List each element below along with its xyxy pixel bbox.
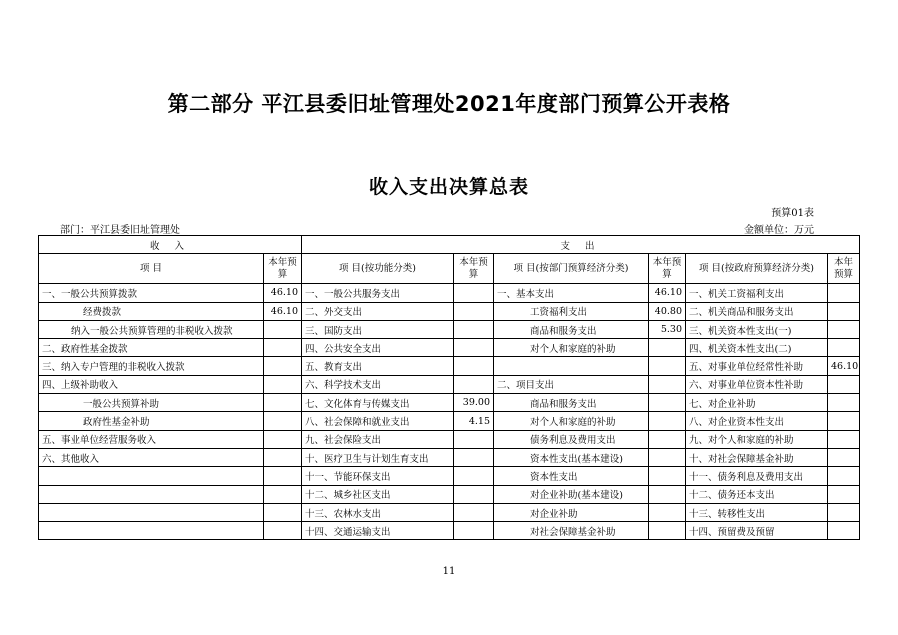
dept-econ-item-cell: 商品和服务支出	[494, 394, 649, 412]
func-item-cell: 七、文化体育与传媒支出	[302, 394, 454, 412]
income-amount-cell	[264, 357, 302, 375]
table-row	[39, 522, 860, 540]
income-item-cell: 一、一般公共预算拨款	[39, 284, 264, 302]
income-item-cell: 六、其他收入	[39, 448, 264, 466]
form-code: 预算01表	[771, 208, 814, 219]
gov-econ-amount-cell	[828, 412, 860, 430]
func-item-header: 项 目(按功能分类)	[302, 254, 454, 284]
income-item-cell: 政府性基金补助	[39, 412, 264, 430]
gov-econ-amount-header: 本年预算	[828, 254, 860, 284]
gov-econ-item-cell: 十一、债务利息及费用支出	[686, 467, 828, 485]
dept-econ-amount-cell: 5.30	[649, 320, 686, 338]
dept-econ-amount-cell	[649, 375, 686, 393]
func-item-cell: 六、科学技术支出	[302, 375, 454, 393]
gov-econ-amount-cell	[828, 302, 860, 320]
gov-econ-item-cell: 十、对社会保障基金补助	[686, 448, 828, 466]
dept-econ-item-cell: 一、基本支出	[494, 284, 649, 302]
dept-econ-amount-cell	[649, 485, 686, 503]
func-item-cell: 十四、交通运输支出	[302, 522, 454, 540]
gov-econ-item-cell: 三、机关资本性支出(一)	[686, 320, 828, 338]
table-row	[39, 339, 860, 357]
gov-econ-amount-cell	[828, 485, 860, 503]
income-amount-cell	[264, 394, 302, 412]
dept-econ-item-cell: 资本性支出(基本建设)	[494, 448, 649, 466]
gov-econ-item-cell: 四、机关资本性支出(二)	[686, 339, 828, 357]
header-row-sections	[39, 236, 860, 254]
dept-econ-item-cell: 对个人和家庭的补助	[494, 339, 649, 357]
dept-econ-amount-cell	[649, 448, 686, 466]
gov-econ-item-cell: 九、对个人和家庭的补助	[686, 430, 828, 448]
gov-econ-item-cell: 八、对企业资本性支出	[686, 412, 828, 430]
income-item-cell: 经费拨款	[39, 302, 264, 320]
dept-econ-amount-cell	[649, 503, 686, 521]
income-amount-cell	[264, 339, 302, 357]
dept-econ-item-cell: 商品和服务支出	[494, 320, 649, 338]
income-item-cell	[39, 522, 264, 540]
table-row	[39, 284, 860, 302]
gov-econ-amount-cell	[828, 284, 860, 302]
gov-econ-item-cell: 六、对事业单位资本性补助	[686, 375, 828, 393]
func-amount-cell	[454, 375, 494, 393]
income-item-cell: 一般公共预算补助	[39, 394, 264, 412]
func-amount-cell	[454, 485, 494, 503]
dept-econ-amount-cell	[649, 357, 686, 375]
unit-label: 金额单位：万元	[744, 225, 814, 236]
func-item-cell: 三、国防支出	[302, 320, 454, 338]
table-row	[39, 394, 860, 412]
dept-econ-item-cell: 资本性支出	[494, 467, 649, 485]
gov-econ-item-header: 项 目(按政府预算经济分类)	[686, 254, 828, 284]
dept-econ-amount-header: 本年预算	[649, 254, 686, 284]
gov-econ-item-cell: 十四、预留费及预留	[686, 522, 828, 540]
gov-econ-amount-cell	[828, 339, 860, 357]
func-amount-cell: 4.15	[454, 412, 494, 430]
dept-econ-amount-cell	[649, 339, 686, 357]
income-item-cell: 五、事业单位经营服务收入	[39, 430, 264, 448]
income-amount-cell	[264, 448, 302, 466]
table-row	[39, 430, 860, 448]
func-amount-cell	[454, 357, 494, 375]
income-amount-cell	[264, 522, 302, 540]
income-item-cell	[39, 467, 264, 485]
func-item-cell: 十一、节能环保支出	[302, 467, 454, 485]
dept-econ-amount-cell: 40.80	[649, 302, 686, 320]
dept-econ-item-cell: 对企业补助	[494, 503, 649, 521]
income-item-header: 项 目	[39, 254, 264, 284]
func-item-cell: 十、医疗卫生与计划生育支出	[302, 448, 454, 466]
income-header: 收 入	[39, 236, 302, 254]
table-row	[39, 375, 860, 393]
gov-econ-item-cell: 七、对企业补助	[686, 394, 828, 412]
gov-econ-item-cell: 十三、转移性支出	[686, 503, 828, 521]
budget-summary-table	[38, 235, 860, 540]
dept-econ-amount-cell	[649, 394, 686, 412]
gov-econ-amount-cell	[828, 375, 860, 393]
dept-econ-item-cell	[494, 357, 649, 375]
func-item-cell: 二、外交支出	[302, 302, 454, 320]
dept-econ-amount-cell	[649, 467, 686, 485]
func-item-cell: 十二、城乡社区支出	[302, 485, 454, 503]
table-row	[39, 320, 860, 338]
income-amount-cell	[264, 467, 302, 485]
gov-econ-item-cell: 十二、债务还本支出	[686, 485, 828, 503]
gov-econ-item-cell: 二、机关商品和服务支出	[686, 302, 828, 320]
gov-econ-item-cell: 五、对事业单位经常性补助	[686, 357, 828, 375]
income-amount-cell: 46.10	[264, 284, 302, 302]
income-amount-header: 本年预算	[264, 254, 302, 284]
func-item-cell: 一、一般公共服务支出	[302, 284, 454, 302]
func-amount-cell	[454, 320, 494, 338]
func-amount-cell	[454, 339, 494, 357]
income-item-cell: 四、上级补助收入	[39, 375, 264, 393]
income-amount-cell	[264, 412, 302, 430]
func-amount-cell	[454, 503, 494, 521]
func-amount-cell	[454, 467, 494, 485]
gov-econ-amount-cell	[828, 448, 860, 466]
dept-econ-item-cell: 对社会保障基金补助	[494, 522, 649, 540]
gov-econ-amount-cell	[828, 522, 860, 540]
dept-econ-item-cell: 二、项目支出	[494, 375, 649, 393]
dept-econ-amount-cell	[649, 522, 686, 540]
func-amount-cell	[454, 302, 494, 320]
func-item-cell: 八、社会保障和就业支出	[302, 412, 454, 430]
func-amount-cell	[454, 284, 494, 302]
gov-econ-amount-cell	[828, 467, 860, 485]
page-number: 11	[442, 566, 456, 577]
income-item-cell: 二、政府性基金拨款	[39, 339, 264, 357]
page-title: 第二部分 平江县委旧址管理处2021年度部门预算公开表格	[167, 92, 731, 116]
income-amount-cell	[264, 503, 302, 521]
dept-econ-amount-cell: 46.10	[649, 284, 686, 302]
table-row	[39, 467, 860, 485]
dept-econ-item-cell: 对企业补助(基本建设)	[494, 485, 649, 503]
func-item-cell: 四、公共安全支出	[302, 339, 454, 357]
func-amount-cell	[454, 430, 494, 448]
table-title: 收入支出决算总表	[368, 176, 529, 198]
gov-econ-amount-cell	[828, 430, 860, 448]
func-amount-header: 本年预算	[454, 254, 494, 284]
func-amount-cell	[454, 522, 494, 540]
gov-econ-amount-cell	[828, 394, 860, 412]
gov-econ-item-cell: 一、机关工资福利支出	[686, 284, 828, 302]
income-amount-cell: 46.10	[264, 302, 302, 320]
dept-econ-amount-cell	[649, 430, 686, 448]
func-item-cell: 十三、农林水支出	[302, 503, 454, 521]
gov-econ-amount-cell	[828, 320, 860, 338]
func-amount-cell	[454, 448, 494, 466]
table-row	[39, 485, 860, 503]
dept-econ-item-header: 项 目(按部门预算经济分类)	[494, 254, 649, 284]
func-item-cell: 九、社会保险支出	[302, 430, 454, 448]
table-row	[39, 412, 860, 430]
table-row	[39, 503, 860, 521]
gov-econ-amount-cell: 46.10	[828, 357, 860, 375]
dept-econ-item-cell: 工资福利支出	[494, 302, 649, 320]
income-amount-cell	[264, 485, 302, 503]
income-amount-cell	[264, 375, 302, 393]
income-item-cell	[39, 503, 264, 521]
header-row-columns	[39, 254, 860, 284]
income-item-cell: 三、纳入专户管理的非税收入拨款	[39, 357, 264, 375]
table-row	[39, 448, 860, 466]
func-amount-cell: 39.00	[454, 394, 494, 412]
income-item-cell	[39, 485, 264, 503]
gov-econ-amount-cell	[828, 503, 860, 521]
expense-header: 支 出	[302, 236, 860, 254]
dept-econ-amount-cell	[649, 412, 686, 430]
dept-econ-item-cell: 债务利息及费用支出	[494, 430, 649, 448]
income-amount-cell	[264, 430, 302, 448]
func-item-cell: 五、教育支出	[302, 357, 454, 375]
income-amount-cell	[264, 320, 302, 338]
income-item-cell: 纳入一般公共预算管理的非税收入拨款	[39, 320, 264, 338]
department-label: 部门：平江县委旧址管理处	[60, 225, 180, 236]
dept-econ-item-cell: 对个人和家庭的补助	[494, 412, 649, 430]
table-row	[39, 357, 860, 375]
table-row	[39, 302, 860, 320]
